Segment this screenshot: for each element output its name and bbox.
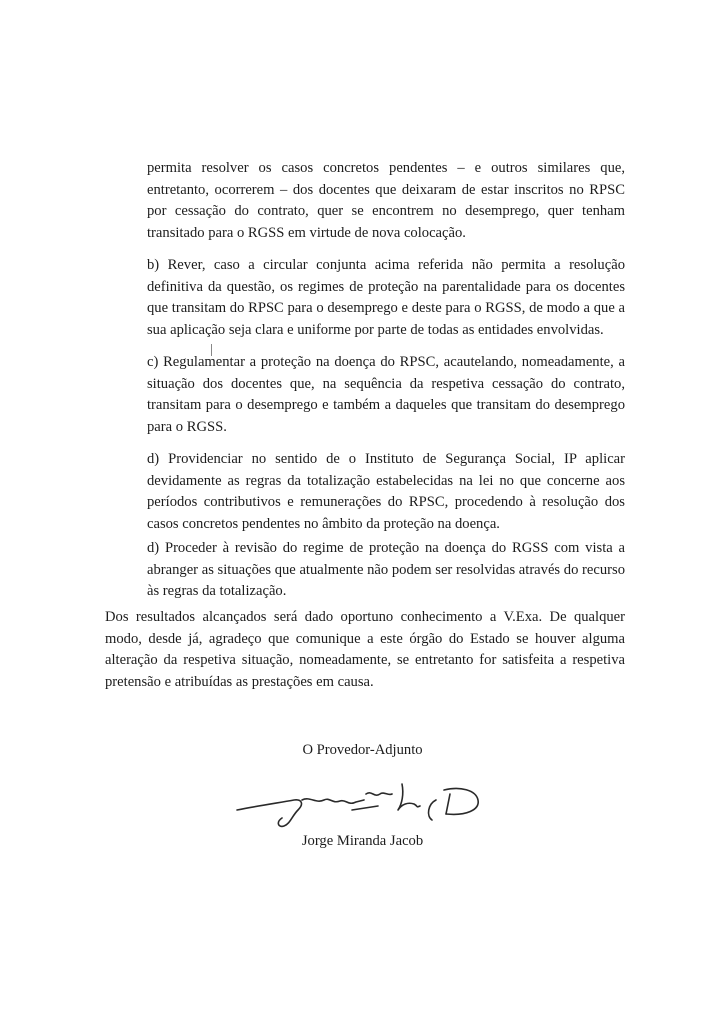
item-label: d) [147, 540, 160, 556]
item-text: Proceder à revisão do regime de proteção na doença do RGSS com vista a abranger as situações que atualmente não podem ser resolvidas através do recurso às regras da totalização. [147, 540, 625, 599]
item-text: Rever, caso a circular conjunta acima referida não permita a resolução definitiva da questão, os regimes de proteção na parentalidade para os docentes que transitam do RPSC para o desemprego e deste para o RGSS, de modo a que a sua aplicação seja clara e uniforme por parte de todas as entidades envolvidas. [147, 257, 625, 338]
item-d-paragraph [147, 449, 625, 535]
item-text: Providenciar no sentido de o Instituto de Segurança Social, IP aplicar devidamente as regras da totalização estabelecidas na lei no que concerne aos períodos contributivos e remunerações do RPSC, procedendo à resolução dos casos concretos pendentes no âmbito da proteção na doença. [147, 451, 626, 532]
item-label: c) [147, 354, 159, 370]
item-label: b) [147, 257, 160, 273]
signatory-name: Jorge Miranda Jacob [301, 833, 424, 849]
intro-paragraph: permita resolver os casos concretos pendentes – e outros similares que, entretanto, ocorrerem – dos docentes que deixaram de estar inscritos no RPSC por cessação do contrato, quer se encontrem no desemprego, quer tenham transitado para o RGSS em virtude de nova colocação. [147, 160, 625, 241]
item-c-paragraph [147, 352, 625, 438]
handwritten-signature [232, 770, 492, 832]
item-b-paragraph [147, 255, 625, 341]
closing-title: O Provedor-Adjunto [302, 742, 423, 758]
item-label: d) [147, 451, 160, 467]
item-text: Regulamentar a proteção na doença do RPSC, acautelando, nomeadamente, a situação dos docentes que, na sequência da respetiva cessação do contrato, transitam para o desemprego e também a daqueles que transitam do desemprego para o RGSS. [147, 354, 625, 435]
closing-paragraph: Dos resultados alcançados será dado oportuno conhecimento a V.Exa. De qualquer modo, desde já, agradeço que comunique a este órgão do Estado se houver alguma alteração da respetiva situação, nomeadamente, se entretanto for satisfeita a respetiva pretensão e atribuídas as prestações em causa. [105, 609, 625, 690]
item-d-second-paragraph [147, 538, 625, 603]
